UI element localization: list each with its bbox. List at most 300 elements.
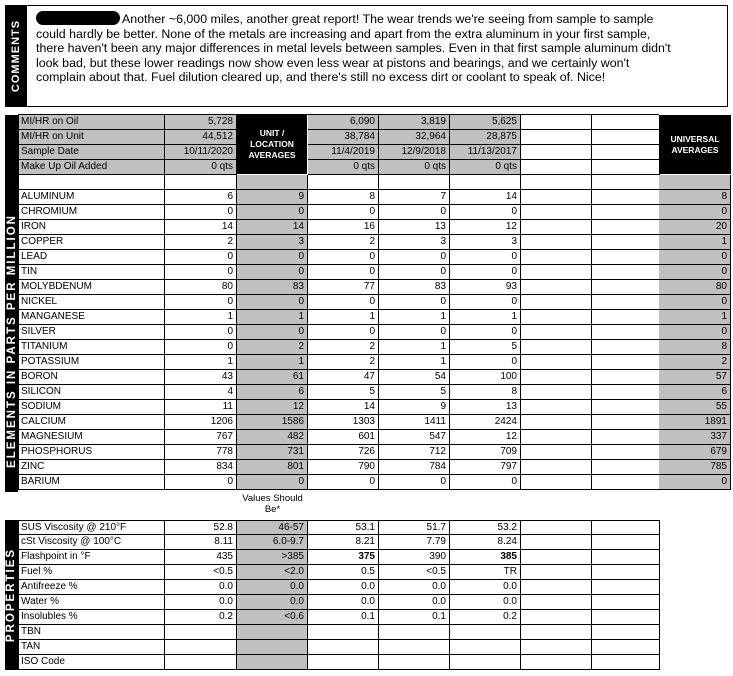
element-value: 12 [450,220,521,235]
property-value: 0.0 [237,580,308,595]
element-name: MANGANESE [18,310,165,325]
property-row [5,535,733,550]
element-row [5,190,733,205]
header-value [592,130,660,145]
spacer-row [5,175,733,190]
element-universal: 8 [659,190,731,205]
element-value [521,355,592,370]
header-value [521,145,592,160]
spacer-cell [237,175,308,190]
element-value: 0 [308,295,379,310]
element-universal: 0 [659,475,731,490]
property-value [521,535,592,550]
element-value: 100 [450,370,521,385]
element-row [5,415,733,430]
header-value [521,160,592,175]
property-value [450,625,521,640]
element-value: 547 [379,430,450,445]
property-value [379,655,450,670]
header-value: 0 qts [308,160,379,175]
spacer-cell [521,175,592,190]
property-row [5,580,733,595]
property-value: <0.6 [237,610,308,625]
table-top-border [18,114,659,115]
element-value [592,205,660,220]
element-value: 0 [165,265,237,280]
element-universal: 8 [659,340,731,355]
header-value: 32,964 [379,130,450,145]
element-value [521,415,592,430]
element-value: 797 [450,460,521,475]
element-value [592,475,660,490]
element-universal: 0 [659,250,731,265]
property-value: 6.0-9.7 [237,535,308,550]
property-row [5,610,733,625]
property-value: 0.0 [165,580,237,595]
property-value [237,625,308,640]
element-universal: 55 [659,400,731,415]
element-value: 0 [450,265,521,280]
property-value: 435 [165,550,237,565]
element-value [592,340,660,355]
element-universal: 1 [659,310,731,325]
element-value [521,205,592,220]
element-value: 0 [237,295,308,310]
element-value: 0 [165,250,237,265]
element-value: 1 [165,310,237,325]
property-value [521,625,592,640]
table-left-border [18,520,19,670]
element-value: 13 [450,400,521,415]
element-value: 0 [308,250,379,265]
element-universal: 0 [659,295,731,310]
element-value: 83 [237,280,308,295]
unit-location-averages-header: UNIT / LOCATION AVERAGES [237,115,307,174]
header-row [5,130,733,145]
table-top-border [18,189,659,190]
element-row [5,280,733,295]
element-value: 0 [379,295,450,310]
property-value [592,565,660,580]
property-value: 0.0 [450,595,521,610]
property-value: 0.0 [237,595,308,610]
property-value: 0.0 [308,580,379,595]
header-value: 44,512 [165,130,237,145]
header-value: 11/13/2017 [450,145,521,160]
property-name: ISO Code [18,655,165,670]
element-value: 1586 [237,415,308,430]
element-value: 47 [308,370,379,385]
element-value: 2 [308,355,379,370]
comments-text: Another ~6,000 miles, another great report! The wear trends we're seeing from sample to sample could hardly be better. None of the metals are increasing and apart from the extra aluminum in your first sample, there haven't been any major differences in metal levels between samples. Even in that first sample aluminum didn't look bad, but these lower readings now show even less wear at pistons and bearings, and we certainly won't complain about that. Fuel dilution cleared up, and there's still no excess dirt or coolant to speak of. Nice! [36,12,671,85]
comments-label: COMMENTS [6,6,27,106]
property-row [5,550,733,565]
element-value [521,400,592,415]
property-value: 0.0 [450,580,521,595]
element-value: 0 [450,475,521,490]
header-value [521,130,592,145]
element-value: 11 [165,400,237,415]
element-value: 482 [237,430,308,445]
spacer-cell [165,175,237,190]
element-value: 0 [450,355,521,370]
property-name: Flashpoint in °F [18,550,165,565]
element-row [5,250,733,265]
element-value [592,280,660,295]
header-row [5,160,733,175]
element-name: CALCIUM [18,415,165,430]
element-value [592,220,660,235]
comments-box [5,5,728,107]
element-value [521,310,592,325]
element-name: SILVER [18,325,165,340]
element-value [521,280,592,295]
element-universal: 20 [659,220,731,235]
property-value [521,640,592,655]
values-should-be-label: Values Should Be* [242,493,303,515]
element-universal: 337 [659,430,731,445]
element-value [521,370,592,385]
elements-section-text: ELEMENTS IN PARTS PER MILLION [5,214,18,468]
element-universal: 1891 [659,415,731,430]
header-value: 12/9/2018 [379,145,450,160]
element-value: 0 [165,295,237,310]
property-value: 0.5 [308,565,379,580]
element-value: 2424 [450,415,521,430]
element-row [5,205,733,220]
header-value: 11/4/2019 [308,145,379,160]
property-value: 385 [450,550,521,565]
property-value: 8.21 [308,535,379,550]
element-row [5,445,733,460]
element-value: 54 [379,370,450,385]
property-value: 53.2 [450,520,521,535]
header-value [592,160,660,175]
header-row [5,115,733,130]
element-value: 0 [237,475,308,490]
element-value: 6 [237,385,308,400]
property-value: 52.8 [165,520,237,535]
property-value: 8.11 [165,535,237,550]
element-value: 7 [379,190,450,205]
element-value [521,430,592,445]
header-value: 0 qts [379,160,450,175]
table-left-border [18,115,19,490]
element-value [521,250,592,265]
element-value: 0 [308,475,379,490]
element-value: 0 [379,325,450,340]
property-value [521,520,592,535]
element-value [521,235,592,250]
element-row [5,430,733,445]
property-value [521,595,592,610]
element-value: 14 [450,190,521,205]
property-value [165,640,237,655]
element-value: 93 [450,280,521,295]
header-value: 0 qts [450,160,521,175]
universal-averages-header: UNIVERSAL AVERAGES [659,115,731,174]
element-value: 0 [379,250,450,265]
element-name: SILICON [18,385,165,400]
property-value: 51.7 [379,520,450,535]
property-value [165,625,237,640]
element-value: 14 [308,400,379,415]
element-value: 9 [379,400,450,415]
property-value: 0.0 [379,580,450,595]
element-value: 12 [450,430,521,445]
property-value: 8.24 [450,535,521,550]
element-row [5,475,733,490]
element-row [5,220,733,235]
element-name: IRON [18,220,165,235]
element-value [521,340,592,355]
element-value: 0 [237,205,308,220]
element-name: PHOSPHORUS [18,445,165,460]
element-value [592,400,660,415]
property-value: 390 [379,550,450,565]
header-value: 38,784 [308,130,379,145]
property-row [5,565,733,580]
element-row [5,460,733,475]
element-value [592,235,660,250]
element-name: BARIUM [18,475,165,490]
element-value: 5 [450,340,521,355]
element-universal: 1 [659,235,731,250]
element-name: LEAD [18,250,165,265]
element-universal: 785 [659,460,731,475]
property-value: 0.0 [165,595,237,610]
element-name: TIN [18,265,165,280]
element-value [592,370,660,385]
element-value: 14 [237,220,308,235]
element-value: 601 [308,430,379,445]
element-universal: 0 [659,265,731,280]
element-value: 731 [237,445,308,460]
property-value: 46-57 [237,520,308,535]
property-value [592,655,660,670]
element-row [5,265,733,280]
property-value [379,625,450,640]
element-value: 0 [379,205,450,220]
element-value: 2 [237,340,308,355]
element-value [592,310,660,325]
property-value [450,655,521,670]
property-value [521,610,592,625]
property-value: 7.79 [379,535,450,550]
property-value: <2.0 [237,565,308,580]
element-row [5,370,733,385]
element-value: 8 [450,385,521,400]
element-value: 1 [308,310,379,325]
element-value: 2 [308,235,379,250]
property-name: SUS Viscosity @ 210°F [18,520,165,535]
property-value: 0.0 [379,595,450,610]
element-value: 80 [165,280,237,295]
element-value: 3 [450,235,521,250]
element-name: POTASSIUM [18,355,165,370]
element-row [5,355,733,370]
element-value: 0 [450,295,521,310]
property-name: cSt Viscosity @ 100°C [18,535,165,550]
element-value: 1 [237,310,308,325]
property-value [237,655,308,670]
property-value [592,625,660,640]
element-value: 14 [165,220,237,235]
property-value [237,640,308,655]
element-value: 0 [308,325,379,340]
element-value: 0 [308,265,379,280]
element-name: ZINC [18,460,165,475]
property-value: 0.2 [165,610,237,625]
property-name: Insolubles % [18,610,165,625]
property-value: >385 [237,550,308,565]
header-label: MI/HR on Unit [18,130,165,145]
element-value: 767 [165,430,237,445]
property-value: TR [450,565,521,580]
element-universal: 679 [659,445,731,460]
property-value: 0.1 [308,610,379,625]
property-value [308,640,379,655]
element-value [521,460,592,475]
element-value: 43 [165,370,237,385]
property-value: 0.0 [308,595,379,610]
property-value [308,655,379,670]
header-value: 28,875 [450,130,521,145]
property-name: TBN [18,625,165,640]
property-value: 375 [308,550,379,565]
element-row [5,235,733,250]
element-value: 1 [165,355,237,370]
property-value [592,535,660,550]
property-value [379,640,450,655]
property-value [521,550,592,565]
property-value [592,550,660,565]
element-name: COPPER [18,235,165,250]
element-value: 0 [165,325,237,340]
property-name: TAN [18,640,165,655]
element-value [521,445,592,460]
redacted-name [36,11,120,25]
element-universal: 57 [659,370,731,385]
element-row [5,295,733,310]
element-value: 0 [237,265,308,280]
spacer-cell [450,175,521,190]
element-name: NICKEL [18,295,165,310]
element-value [521,265,592,280]
property-row [5,625,733,640]
property-name: Water % [18,595,165,610]
element-value: 3 [379,235,450,250]
element-value: 1 [379,310,450,325]
spacer-cell [18,175,165,190]
element-value [521,190,592,205]
element-universal: 0 [659,205,731,220]
element-value: 61 [237,370,308,385]
element-value [592,355,660,370]
spacer-cell [308,175,379,190]
element-value [592,415,660,430]
header-value [592,115,660,130]
element-value: 1 [379,355,450,370]
header-label: Make Up Oil Added [18,160,165,175]
element-value: 83 [379,280,450,295]
element-value [592,445,660,460]
element-value: 0 [237,250,308,265]
header-value: 5,625 [450,115,521,130]
property-row [5,520,733,535]
header-value: 0 qts [165,160,237,175]
element-row [5,310,733,325]
header-value: 5,728 [165,115,237,130]
element-value [521,325,592,340]
element-value [592,325,660,340]
element-value: 8 [308,190,379,205]
element-row [5,400,733,415]
element-name: MAGNESIUM [18,430,165,445]
header-value: 3,819 [379,115,450,130]
property-name: Fuel % [18,565,165,580]
property-value [521,655,592,670]
element-name: ALUMINUM [18,190,165,205]
spacer-cell [379,175,450,190]
element-value: 778 [165,445,237,460]
property-row [5,595,733,610]
element-value: 0 [165,205,237,220]
element-value [592,430,660,445]
header-label: Sample Date [18,145,165,160]
element-value [592,295,660,310]
element-value: 12 [237,400,308,415]
element-value [521,295,592,310]
property-value: 0.1 [379,610,450,625]
element-name: MOLYBDENUM [18,280,165,295]
element-value: 0 [450,250,521,265]
element-value: 0 [237,325,308,340]
element-value: 9 [237,190,308,205]
element-value: 5 [379,385,450,400]
property-value: <0.5 [379,565,450,580]
header-label: MI/HR on Oil [18,115,165,130]
header-row [5,145,733,160]
element-value: 1 [379,340,450,355]
element-value: 5 [308,385,379,400]
element-value [521,475,592,490]
element-value: 0 [165,340,237,355]
spacer-sidebar [5,175,18,190]
property-value [592,520,660,535]
element-value [592,460,660,475]
element-value: 1411 [379,415,450,430]
property-value: 53.1 [308,520,379,535]
property-row [5,640,733,655]
element-value: 2 [165,235,237,250]
element-value: 0 [450,205,521,220]
element-value: 16 [308,220,379,235]
property-name: Antifreeze % [18,580,165,595]
element-row [5,340,733,355]
property-value [592,640,660,655]
element-value: 0 [379,475,450,490]
element-value [592,385,660,400]
property-value: 0.2 [450,610,521,625]
element-name: SODIUM [18,400,165,415]
element-value: 801 [237,460,308,475]
element-universal: 80 [659,280,731,295]
property-row [5,655,733,670]
element-value [521,385,592,400]
element-value: 6 [165,190,237,205]
property-value [592,580,660,595]
